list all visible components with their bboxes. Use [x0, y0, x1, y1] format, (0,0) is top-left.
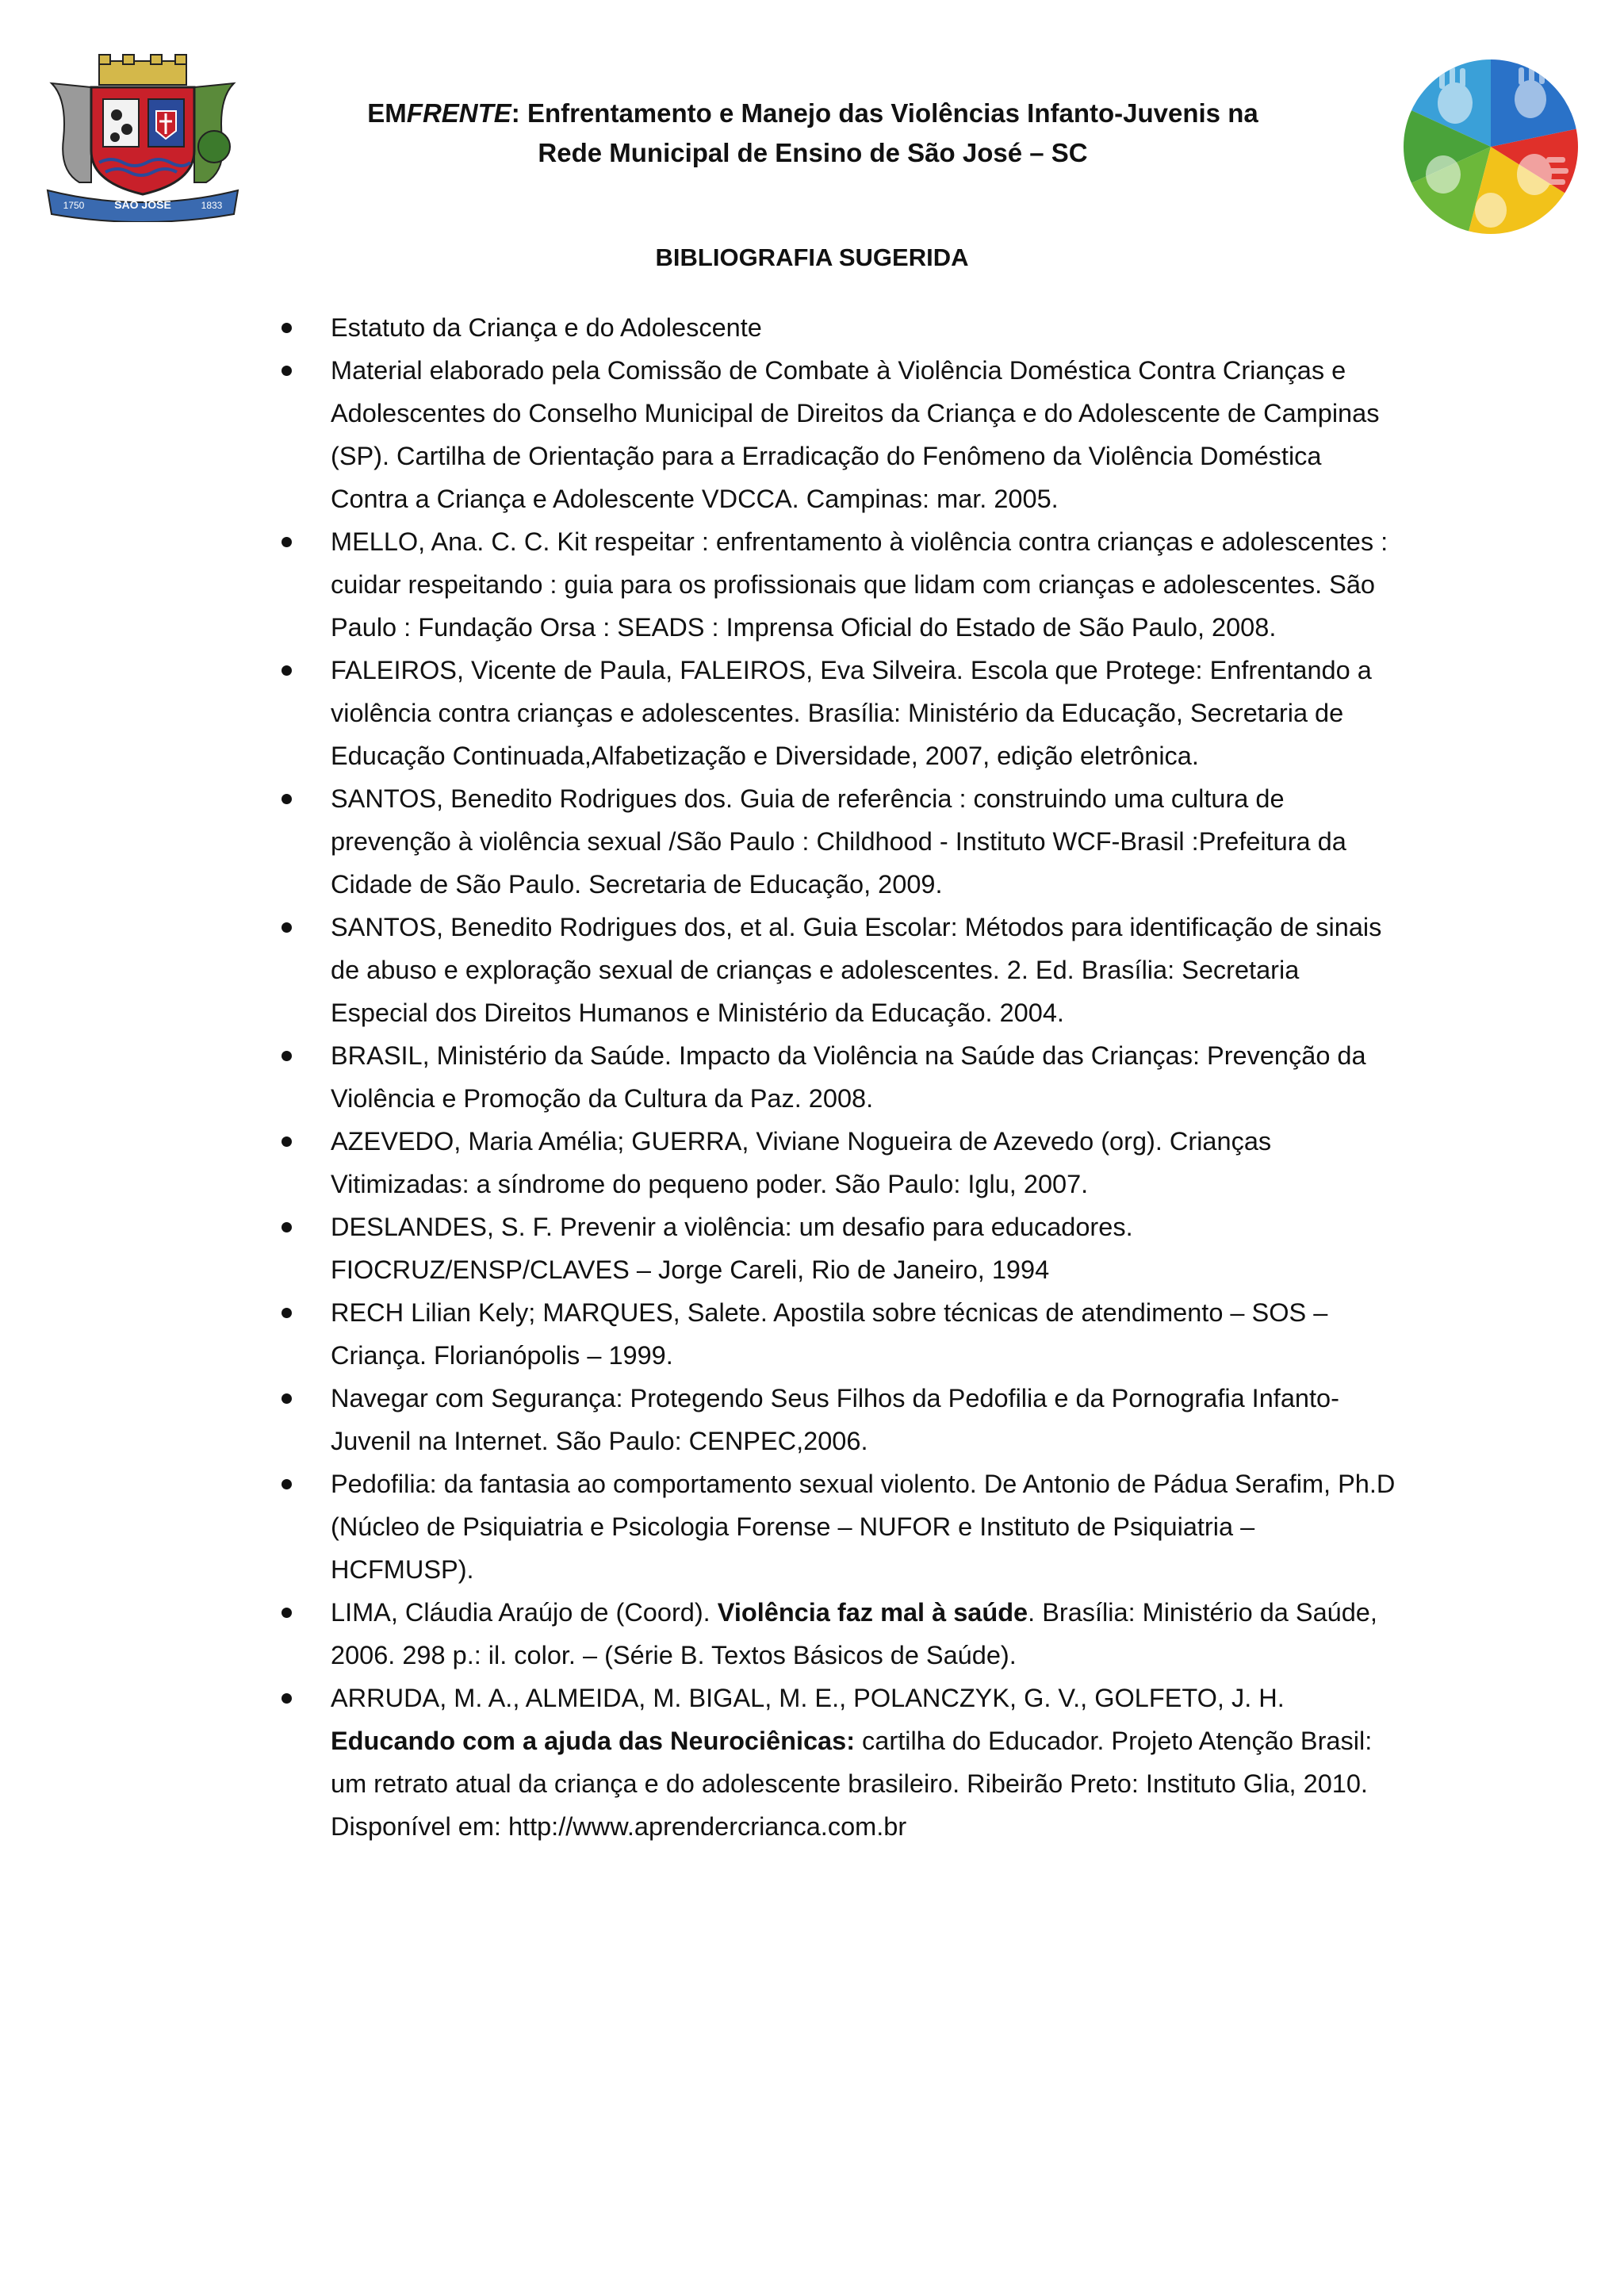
bibliography-item: [282, 1205, 1400, 1291]
bullet-icon: [282, 1393, 292, 1404]
handprints-icon: [1396, 56, 1586, 238]
bibliography-item: [282, 906, 1400, 1034]
bullet-icon: [282, 922, 292, 933]
header-line-1-rest: : Enfrentamento e Manejo das Violências Infanto-Juvenis na: [511, 98, 1258, 128]
bibliography-text: SANTOS, Benedito Rodrigues dos, et al. Guia Escolar: Métodos para identificação de sinais de abuso e exploração sexual de crianças e adolescentes. 2. Ed. Brasília: Secretaria Especial dos Direitos Humanos e Ministério da Educação. 2004.: [331, 913, 1382, 1027]
bullet-icon: [282, 1137, 292, 1147]
bullet-icon: [282, 1608, 292, 1618]
bibliography-item: [282, 349, 1400, 520]
bullet-icon: [282, 665, 292, 676]
sao-jose-coat-of-arms-logo: [44, 52, 242, 222]
coat-of-arms-icon: [44, 52, 242, 222]
bibliography-text: cartilha do Educador. Projeto Atenção Brasil: um retrato atual da criança e do adolescente brasileiro. Ribeirão Preto: Instituto Glia, 2010. Disponível em: http://www.aprendercrianca.com.br: [331, 1727, 1373, 1841]
bibliography-item: [282, 777, 1400, 906]
bibliography-item: [282, 1591, 1400, 1677]
bibliography-item: [282, 1120, 1400, 1205]
bibliography-text: Material elaborado pela Comissão de Combate à Violência Doméstica Contra Crianças e Adolescentes do Conselho Municipal de Direitos da Criança e do Adolescente de Campinas (SP). Cartilha de Orientação para a Erradicação do Fenômeno da Violência Doméstica Contra a Criança e Adolescente VDCCA. Campinas: mar. 2005.: [331, 356, 1380, 513]
bullet-icon: [282, 1693, 292, 1704]
bibliography-text: SANTOS, Benedito Rodrigues dos. Guia de referência : construindo uma cultura de prevenção à violência sexual /São Paulo : Childhood - Instituto WCF-Brasil :Prefeitura da Cidade de São Paulo. Secretaria de Educação, 2009.: [331, 784, 1346, 899]
header-emphasis: FRENTE: [406, 98, 511, 128]
bullet-icon: [282, 794, 292, 804]
header-prefix: EM: [367, 98, 407, 128]
bibliography-text: RECH Lilian Kely; MARQUES, Salete. Apostila sobre técnicas de atendimento – SOS – Criança. Florianópolis – 1999.: [331, 1298, 1328, 1370]
seal-year-left: 1750: [63, 200, 85, 211]
bibliography-text: FALEIROS, Vicente de Paula, FALEIROS, Eva Silveira. Escola que Protege: Enfrentando a violência contra crianças e adolescentes. Brasília: Ministério da Educação, Secretaria de Educação Continuada,Alfabetização e Diversidade, 2007, edição eletrônica.: [331, 656, 1372, 770]
bibliography-text: Pedofilia: da fantasia ao comportamento sexual violento. De Antonio de Pádua Serafim, Ph.D (Núcleo de Psiquiatria e Psicologia Forense – NUFOR e Instituto de Psiquiatria – HCFMUSP).: [331, 1470, 1396, 1584]
bibliography-item: [282, 1462, 1400, 1591]
bullet-icon: [282, 1051, 292, 1061]
bullet-icon: [282, 1308, 292, 1318]
bibliography-text: AZEVEDO, Maria Amélia; GUERRA, Viviane Nogueira de Azevedo (org). Crianças Vitimizadas: a síndrome do pequeno poder. São Paulo: Iglu, 2007.: [331, 1127, 1272, 1198]
section-title: BIBLIOGRAFIA SUGERIDA: [655, 243, 969, 271]
bibliography-title-bold: Educando com a ajuda das Neurociênicas:: [331, 1727, 856, 1755]
bibliography-text: LIMA, Cláudia Araújo de (Coord).: [331, 1598, 718, 1627]
bibliography-item: [282, 1291, 1400, 1377]
bibliography-item: [282, 649, 1400, 777]
bibliography-item: [282, 1377, 1400, 1462]
bibliography-text: Navegar com Segurança: Protegendo Seus Filhos da Pedofilia e da Pornografia Infanto-Juvenil na Internet. São Paulo: CENPEC,2006.: [331, 1384, 1339, 1455]
header-line-1: [262, 94, 1364, 133]
header-line-2: Rede Municipal de Ensino de São José – SC: [538, 138, 1088, 167]
bullet-icon: [282, 1479, 292, 1489]
bibliography-list: [282, 306, 1400, 1848]
document-header: [262, 94, 1364, 173]
bullet-icon: [282, 1222, 292, 1232]
seal-text: SÃO JOSÉ: [114, 198, 171, 211]
bibliography-text: ARRUDA, M. A., ALMEIDA, M. BIGAL, M. E., POLANCZYK, G. V., GOLFETO, J. H.: [331, 1684, 1285, 1712]
bullet-icon: [282, 366, 292, 376]
bibliography-item: [282, 520, 1400, 649]
bullet-icon: [282, 323, 292, 333]
bibliography-text: . Brasília: Ministério da Saúde, 2006. 298 p.: il. color. – (Série B. Textos Básicos de Saúde).: [331, 1598, 1377, 1669]
bullet-icon: [282, 537, 292, 547]
bibliography-text: Estatuto da Criança e do Adolescente: [331, 313, 762, 342]
bibliography-text: BRASIL, Ministério da Saúde. Impacto da Violência na Saúde das Crianças: Prevenção da Violência e Promoção da Cultura da Paz. 2008.: [331, 1041, 1366, 1113]
handprints-circle-logo: [1396, 56, 1586, 238]
bibliography-text: DESLANDES, S. F. Prevenir a violência: um desafio para educadores. FIOCRUZ/ENSP/CLAVES – Jorge Careli, Rio de Janeiro, 1994: [331, 1213, 1133, 1284]
bibliography-item: [282, 1677, 1400, 1848]
bibliography-title-bold: Violência faz mal à saúde: [717, 1598, 1028, 1627]
seal-year-right: 1833: [201, 200, 223, 211]
bibliography-item: [282, 306, 1400, 349]
bibliography-item: [282, 1034, 1400, 1120]
bibliography-text: MELLO, Ana. C. C. Kit respeitar : enfrentamento à violência contra crianças e adolescentes : cuidar respeitando : guia para os profissionais que lidam com crianças e adolescentes. São Paulo : Fundação Orsa : SEADS : Imprensa Oficial do Estado de São Paulo, 2008.: [331, 527, 1388, 642]
